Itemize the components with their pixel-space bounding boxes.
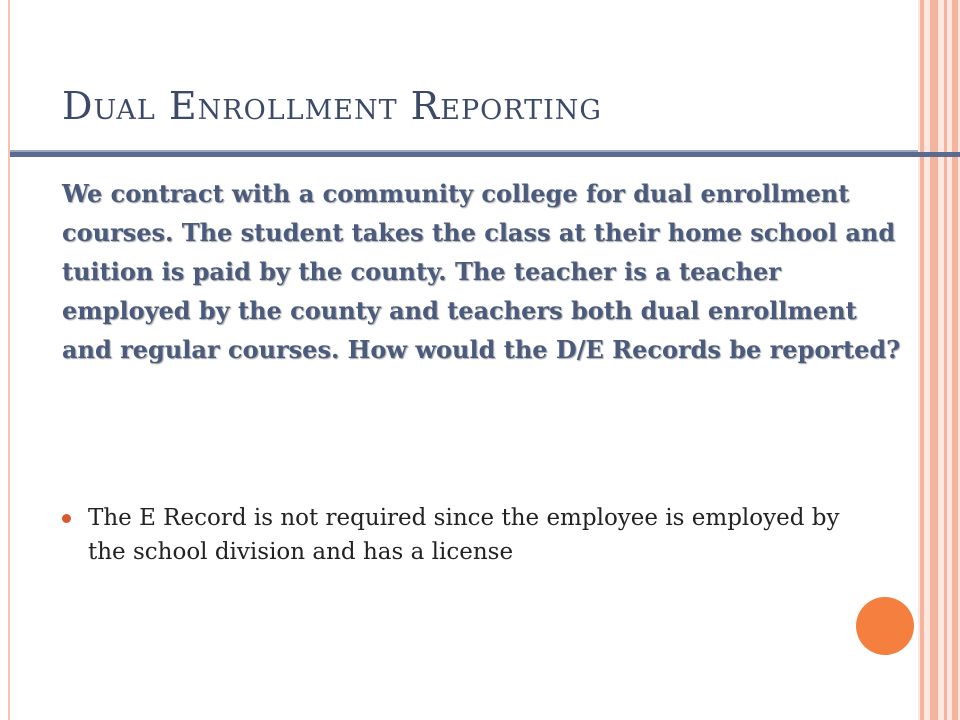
bullet-text: The E Record is not required since the employee is employed by the school division and has a license [88, 505, 840, 565]
slide-title: Dual Enrollment Reporting [62, 84, 602, 128]
right-decorative-stripes [918, 0, 960, 720]
left-border-line [8, 0, 10, 720]
question-text: We contract with a community college for dual enrollment courses. The student takes the class at their home school and tuition is paid by the county. The teacher is a teacher employed by the county and teachers both dual enrollment and regular courses. How would the D/E Records be reported? [62, 179, 901, 364]
title-underline [10, 152, 960, 157]
orange-circle-decoration [856, 597, 914, 655]
bullet-dot-icon [62, 514, 71, 523]
bullet-item [62, 501, 882, 569]
